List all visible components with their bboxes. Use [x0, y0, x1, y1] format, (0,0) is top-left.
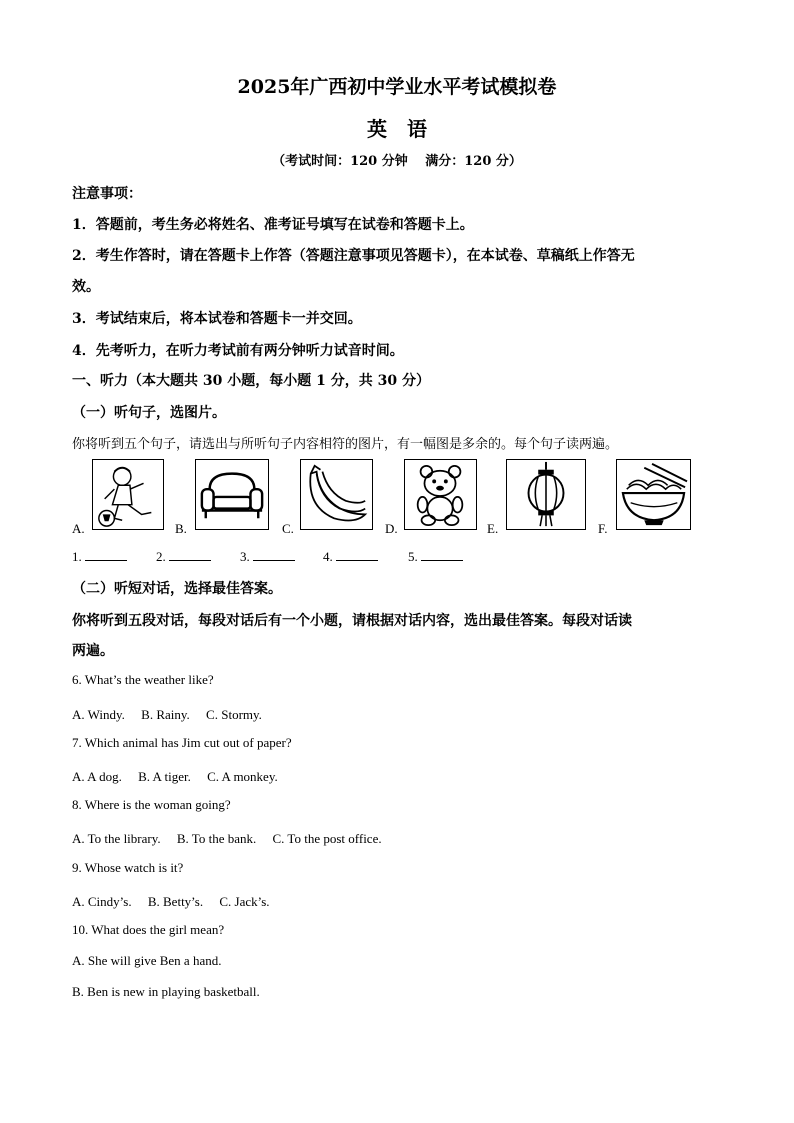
- part2-heading: （二）听短对话，选择最佳答案。: [72, 581, 282, 597]
- answer-blank-5[interactable]: 5.: [408, 548, 463, 565]
- picture-label-c: C.: [282, 521, 294, 536]
- lantern-icon: [506, 459, 586, 530]
- part2-instruction-line2: 两遍。: [72, 643, 114, 659]
- question-8-options: A. To the library. B. To the bank. C. To the post office.: [72, 831, 382, 846]
- note-item-2-cont: 效。: [72, 279, 100, 295]
- sofa-icon: [195, 459, 269, 530]
- question-8: 8. Where is the woman going?: [72, 797, 231, 812]
- picture-label-e: E.: [487, 521, 499, 536]
- subject-title: 英语: [367, 117, 447, 141]
- part2-instruction-line1: 你将听到五段对话，每段对话后有一个小题，请根据对话内容，选出最佳答案。每段对话读: [72, 613, 632, 629]
- exam-meta: （考试时间：120 分钟 满分：120 分）: [272, 154, 522, 169]
- note-item-4: 4．先考听力，在听力考试前有两分钟听力试音时间。: [72, 343, 404, 359]
- question-6: 6. What’s the weather like?: [72, 672, 214, 687]
- picture-label-b: B.: [175, 521, 187, 536]
- picture-label-f: F.: [598, 521, 608, 536]
- question-10: 10. What does the girl mean?: [72, 922, 225, 937]
- question-6-options: A. Windy. B. Rainy. C. Stormy.: [72, 707, 262, 722]
- picture-label-d: D.: [385, 521, 398, 536]
- bananas-icon: [300, 459, 373, 530]
- answer-blank-2[interactable]: 2.: [156, 548, 211, 565]
- question-9-options: A. Cindy’s. B. Betty’s. C. Jack’s.: [72, 894, 270, 909]
- part1-heading: （一）听句子，选图片。: [72, 405, 226, 421]
- question-10-option-a: A. She will give Ben a hand.: [72, 953, 222, 968]
- question-9: 9. Whose watch is it?: [72, 860, 184, 875]
- boy-playing-football-icon: [92, 459, 164, 530]
- noodles-bowl-icon: [616, 459, 691, 530]
- answer-blank-3[interactable]: 3.: [240, 548, 295, 565]
- picture-label-a: A.: [72, 521, 85, 536]
- notes-heading: 注意事项：: [72, 186, 142, 202]
- note-item-3: 3．考试结束后，将本试卷和答题卡一并交回。: [72, 311, 362, 327]
- note-item-1: 1．答题前，考生务必将姓名、准考证号填写在试卷和答题卡上。: [72, 217, 474, 233]
- section-heading: 一、听力（本大题共 30 小题，每小题 1 分，共 30 分）: [72, 373, 430, 389]
- note-item-2: 2．考生作答时，请在答题卡上作答（答题注意事项见答题卡），在本试卷、草稿纸上作答无: [72, 248, 635, 264]
- answer-blank-1[interactable]: 1.: [72, 548, 127, 565]
- question-7: 7. Which animal has Jim cut out of paper?: [72, 735, 292, 750]
- question-7-options: A. A dog. B. A tiger. C. A monkey.: [72, 769, 278, 784]
- part1-instruction: 你将听到五个句子，请选出与所听句子内容相符的图片，有一幅图是多余的。每个句子读两遍。: [72, 437, 619, 452]
- teddy-bear-icon: [404, 459, 477, 530]
- question-10-option-b: B. Ben is new in playing basketball.: [72, 984, 260, 999]
- exam-title: 2025年广西初中学业水平考试模拟卷: [237, 76, 557, 98]
- answer-blank-4[interactable]: 4.: [323, 548, 378, 565]
